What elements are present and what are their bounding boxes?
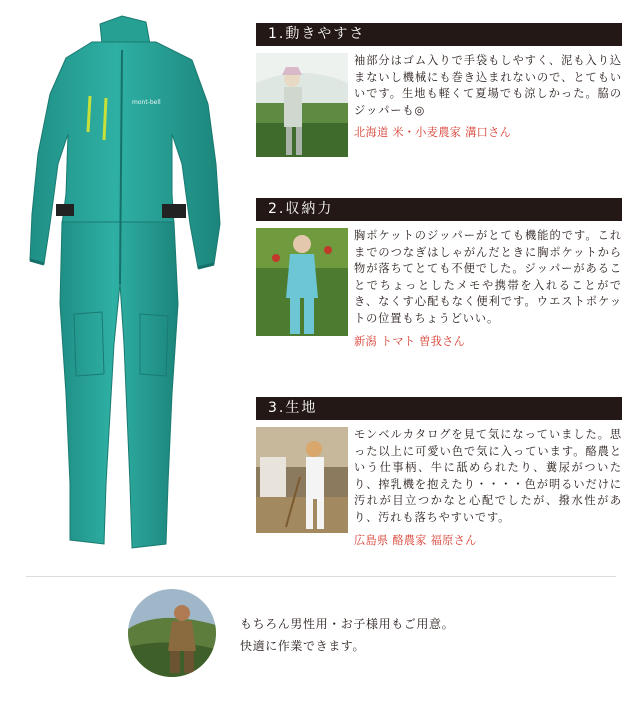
section-credit: 新潟 トマト 曽我さん [354,334,466,348]
section-body: 胸ポケットのジッパーがとても機能的です。これまでのつなぎはしゃがんだときに胸ポケットから物が落ちてとても不便でした。ジッパーがあることでちょっとしたメモや携帯を入れることができ、なくす心配もなく便利です。ウエストポケットの位置もちょうどいい。 [354,229,622,325]
farmer-avatar [128,589,216,677]
section-body: 袖部分はゴム入りで手袋もしやすく、泥も入り込まないし機械にも巻き込まれないので、とてもいいです。生地も軽くて夏場でも涼しかった。脇のジッパーも◎ [354,54,622,117]
brand-logo: mont-bell [132,99,161,106]
section-credit: 広島県 酪農家 福原さん [354,533,477,547]
coverall-product-image [22,14,232,556]
farmer-photo [256,53,348,157]
section-body: モンベルカタログを見て気になっていました。思った以上に可愛い色で気に入っています。酪農という仕事柄、牛に舐められたり、糞尿がついたり、搾乳機を抱えたり・・・・色が明るいだけに汚れが目立つかなと心配でしたが、撥水性があり、汚れも落ちやすいです。 [354,428,622,524]
section-title: 2.収納力 [256,198,622,221]
section-fabric [256,397,622,547]
bottom-line-2: 快適に作業できます。 [240,639,366,653]
section-title: 1.動きやすさ [256,23,622,46]
dairy-farmer-photo [256,427,348,533]
farmer-photo [256,228,348,336]
divider [26,576,616,577]
section-title: 3.生地 [256,397,622,420]
section-mobility [256,23,622,140]
bottom-line-1: もちろん男性用・お子様用もご用意。 [240,617,455,631]
section-credit: 北海道 米・小麦農家 溝口さん [354,126,512,140]
section-storage [256,198,622,348]
